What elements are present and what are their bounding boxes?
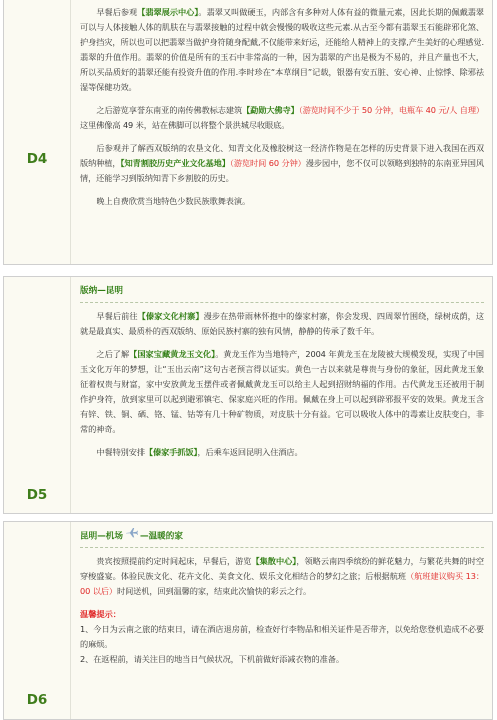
day-card-d5 [3,276,493,514]
highlight-place: 【翡翠展示中心】 [137,7,199,17]
highlight-place: 【集散中心】 [251,556,297,566]
time-note: （游览时间 60 分钟） [229,158,306,168]
text: 后参观并了解西双版纳的农垦文化、知青文化及橡胶树这一经济作物是在怎样的历史背景下进入我国在西双版纳种植， [80,143,484,168]
text: 之后游览享誉东南亚的南传佛教标志建筑 [96,105,243,115]
airplane-icon [125,525,138,547]
flight-note: （航班建议购买 13：00 以后） [80,571,484,596]
text: 漫步园中，您不仅可以领略到独特的东南亚异国风情，还能学习到版纳知青下乡割胶的历史。 [80,158,484,183]
paragraph [80,347,484,437]
day-card-d4 [3,0,493,265]
paragraph [80,554,484,599]
text: ，领略云南四季缤纷的鲜花魅力，与繁花共舞的时空穿梭盛宴。体验民族文化、花卉文化、美食文化、娱乐文化相结合的梦幻之旅；后根据航班 [80,556,484,581]
text: 漫步在热带雨林怀抱中的傣家村寨，你会发现、四周翠竹围绕，绿树成荫，这就是最真实、最质朴的西双版纳、原始民族村寨的独有风情，静静的传承了数千年。 [80,311,484,336]
paragraph [80,103,484,133]
text: 早餐后前往 [96,311,138,321]
text: 。黄龙玉作为当地特产，2004 年黄龙玉在龙陵被大规模发现，实现了中国玉文化万年的梦想，让“玉出云南”这句古老预言得以证实。黄色一古以来就是尊贵与身份的象征，因此黄龙玉象征着权贵与财富，家中安放黄龙玉摆件或者佩戴黄龙玉可以给主人起到招财纳福的作用。古代黄龙玉还被用于制作护身符，放到家里可以起到避邪镇宅、保家庭兴旺的作用。佩戴在身上可以起到辟邪报平安的效果。黄龙玉含有锌、铁、铜、硒、铬、锰、钴等有几十种矿物质，对皮肤十分有益。它可以吸收人体中的毒素让皮肤变白，非常的神奇。 [80,349,484,434]
text: 之后了解 [96,349,130,359]
highlight-place: 【傣家手抓饭】 [144,447,198,457]
text: ，后乘车返回昆明入住酒店。 [197,447,303,457]
day-label: D6 [26,692,48,708]
day-column [4,522,71,719]
route-title [80,525,484,548]
time-note: （游览时间不少于 50 分钟，电瓶车 40 元/人 自理） [298,105,485,115]
paragraph [80,445,484,460]
highlight-place: 【傣家文化村寨】 [137,311,204,321]
highlight-place: 【知青割胶历史产业文化基地】 [120,158,230,168]
paragraph [80,5,484,95]
text: 早餐后参观 [96,7,138,17]
route-from: 昆明—机场 [80,531,123,542]
text: 时间送机，回到温馨的家，结束此次愉快的彩云之行。 [116,586,312,596]
day-label: D5 [26,487,48,503]
day-column [4,277,71,513]
paragraph [80,309,484,339]
paragraph: 晚上自费欣赏当地特色少数民族歌舞表演。 [96,196,251,206]
route-to: —温暖的家 [139,531,183,542]
text: 。翡翠又叫做硬玉，内部含有多种对人体有益的微量元素，因此长期的佩戴翡翠可以与人体接触人体的肌肤在与翡翠接触的过程中就会慢慢的吸收这些元素.从古至今都有翡翠玉石能辟邪化煞、护身挡灾，所以也可以把翡翠当做护身符随身配戴,不仅能带来好运，还能给人精神上的支撑,产生美好的心理感觉.翡翠的升值作用。翡翠的价值是所有的玉石中非常高的一种，因为翡翠的产出是极为不易的，并且产量也不大，所以买品质好的翡翠还能有投资升值的作用.李时珍在“本草纲目”记载，银器有安五脏、安心神、止惊悸、除邪祛湿等保健功效。 [80,7,484,92]
tip-item: 1、今日为云南之旅的结束日，请在酒店退房前，检查好行李物品和相关证件是否带齐，以免给您登机造成不必要的麻烦。 [80,624,484,649]
paragraph [80,141,484,186]
highlight-place: 【国家宝藏黄龙玉文化】 [129,349,216,359]
tips-heading: 温馨提示： [80,609,121,619]
text: 中餐特別安排 [96,447,145,457]
tip-item: 2、在返程前，请关注目的地当日气候状况，下机前做好添减衣物的准备。 [80,654,344,664]
text: 这里佛像高 49 米，站在佛脚可以将整个景洪城尽收眼底。 [80,120,290,130]
day-content [80,5,484,217]
day-card-d6 [3,521,493,720]
text: 贵宾按照提前约定时间起床，早餐后，游览 [96,556,252,566]
day-label: D4 [26,151,48,167]
day-content [80,525,484,667]
day-column [4,0,71,264]
highlight-place: 【勐勋大佛寺】 [242,105,299,115]
route-title: 版纳—昆明 [80,280,484,303]
day-content [80,280,484,468]
